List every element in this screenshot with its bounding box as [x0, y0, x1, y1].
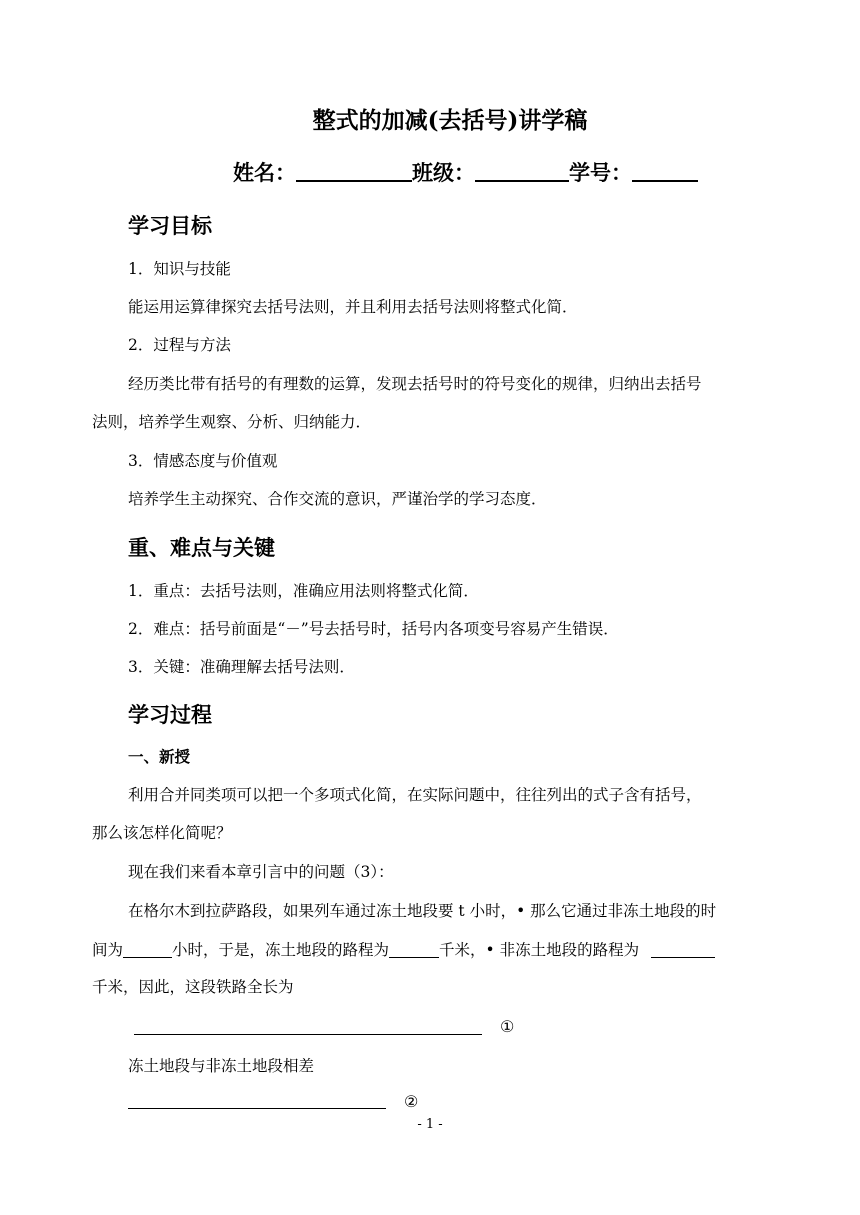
page-title: 整式的加减(去括号)讲学稿	[312, 107, 588, 134]
goal-item: 能运用运算律探究去括号法则，并且利用去括号法则将整式化简．	[128, 298, 578, 316]
section-heading-goals: 学习目标	[128, 213, 212, 238]
goal-item: 3．情感态度与价值观	[128, 452, 278, 470]
paragraph-line: 利用合并同类项可以把一个多项式化简，在实际问题中，往往列出的式子含有括号，	[128, 786, 702, 804]
class-blank[interactable]	[475, 158, 569, 182]
student-info-line	[233, 157, 698, 187]
text-segment: 小时，于是，冻土地段的路程为	[172, 941, 390, 959]
key-point-item: 1．重点：去括号法则，准确应用法则将整式化简．	[128, 582, 479, 600]
key-point-item: 3．关键：准确理解去括号法则．	[128, 658, 355, 676]
answer-line-2[interactable]	[128, 1108, 386, 1109]
section-heading-process: 学习过程	[128, 702, 212, 727]
goal-item: 培养学生主动探究、合作交流的意识，严谨治学的学习态度．	[128, 490, 547, 508]
paragraph-line: 千米，因此，这段铁路全长为	[92, 978, 294, 996]
subsection-heading: 一、新授	[128, 747, 191, 766]
goal-item: 2．过程与方法	[128, 336, 231, 354]
goal-item: 法则，培养学生观察、分析、归纳能力．	[92, 413, 372, 431]
class-label: 班级：	[412, 160, 475, 185]
paragraph-line: 现在我们来看本章引言中的问题（3）：	[128, 863, 394, 881]
page-number: - 1 -	[417, 1117, 443, 1132]
marker-1: ①	[500, 1017, 515, 1036]
answer-blank[interactable]	[123, 941, 172, 958]
answer-line-1[interactable]	[134, 1034, 482, 1035]
marker-2: ②	[404, 1092, 419, 1111]
answer-blank[interactable]	[389, 941, 439, 958]
paragraph-line-with-blanks	[92, 940, 715, 960]
key-point-item: 2．难点：括号前面是“－”号去括号时，括号内各项变号容易产生错误．	[128, 620, 619, 638]
number-label: 学号：	[569, 160, 632, 185]
text-segment: 间为	[92, 941, 124, 959]
paragraph-line: 在格尔木到拉萨路段，如果列车通过冻土地段要 t 小时，• 那么它通过非冻土地段的时	[128, 902, 717, 920]
name-blank[interactable]	[296, 158, 412, 182]
number-blank[interactable]	[632, 158, 698, 182]
paragraph-line: 冻土地段与非冻土地段相差	[128, 1057, 315, 1075]
answer-blank[interactable]	[651, 941, 715, 958]
goal-item: 经历类比带有括号的有理数的运算，发现去括号时的符号变化的规律，归纳出去括号	[128, 375, 702, 393]
name-label: 姓名：	[233, 160, 296, 185]
section-heading-key-points: 重、难点与关键	[128, 535, 275, 560]
paragraph-line: 那么该怎样化简呢？	[92, 824, 232, 842]
text-segment: 千米，• 非冻土地段的路程为	[439, 941, 640, 959]
goal-item: 1．知识与技能	[128, 260, 231, 278]
